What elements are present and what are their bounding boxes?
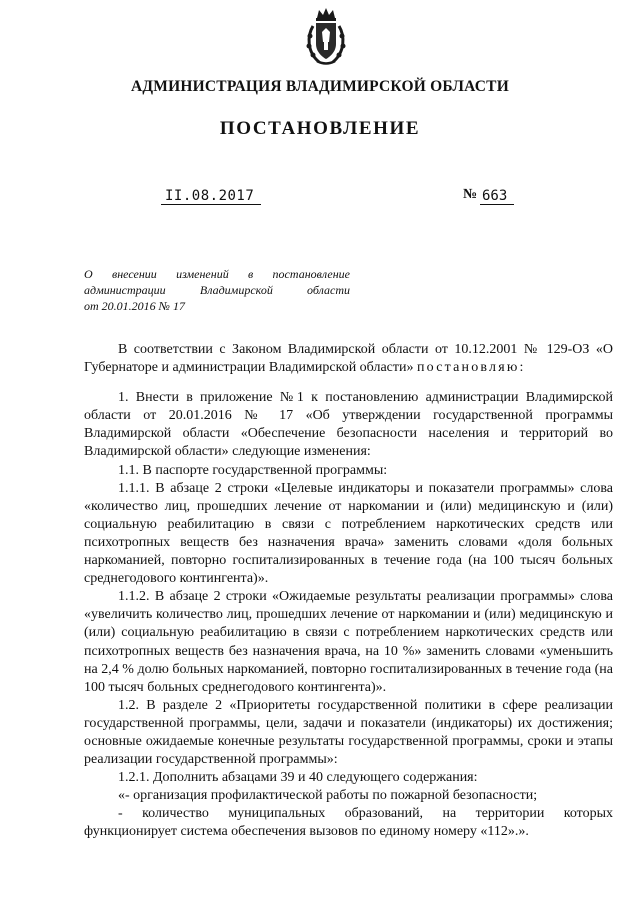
coat-of-arms-icon <box>305 6 347 68</box>
paragraph-1: 1. Внести в приложение №1 к постановлению администрации Владимирской области от 20.01.2016 № 17 «Об утверждении государственной программы Владимирской области «Обеспечение безопасности населения и территорий во Владимирской области» следующие изменения: <box>84 390 613 460</box>
paragraph-1-2-1: 1.2.1. Дополнить абзацами 39 и 40 следующего содержания: <box>118 770 478 786</box>
paragraph-1-1: 1.1. В паспорте государственной программы: <box>118 462 388 478</box>
document-type: ПОСТАНОВЛЕНИЕ <box>219 118 421 139</box>
number-label: № <box>463 187 478 202</box>
preamble-keyword: постановляю: <box>416 360 526 376</box>
subject-line: администрации Владимирской области <box>84 283 350 297</box>
subject-line: от 20.01.2016 № 17 <box>84 299 185 313</box>
subject-line: О внесении изменений в постановление <box>84 267 350 281</box>
document-subject <box>84 266 350 314</box>
organization-name: АДМИНИСТРАЦИЯ ВЛАДИМИРСКОЙ ОБЛАСТИ <box>131 78 509 95</box>
document-number: 663 <box>480 188 514 205</box>
paragraph-1-2: 1.2. В разделе 2 «Приоритеты государственной политики в сфере реализации государственной программы, цели, задачи и показатели (индикаторы) их достижения; основные ожидаемые конечные результаты государственной программы, сроки и этапы реализации государственной программы»: <box>84 697 613 768</box>
document-date: II.08.2017 <box>161 188 261 205</box>
quoted-paragraph: «- организация профилактической работы по пожарной безопасности; <box>118 788 538 804</box>
quoted-paragraph: - количество муниципальных образований, на территории которых функционирует система обеспечения вызовов по единому номеру «112».». <box>84 806 613 840</box>
document-body <box>84 341 613 842</box>
preamble-text: В соответствии с Законом Владимирской области от 10.12.2001 № 129-ОЗ «О Губернаторе и администрации Владимирской области» <box>84 342 613 376</box>
paragraph-1-1-1: 1.1.1. В абзаце 2 строки «Целевые индикаторы и показатели программы» слова «количество лиц, прошедших лечение от наркомании и (или) медицинскую и (или) социальную реабилитацию в связи с потреблением наркотических средств или психотропных веществ без назначения врача» заменить словами «доля больных наркоманией, повторно госпитализированных в течение года (на 100 тысяч больных среднегодового контингента)». <box>84 480 613 587</box>
paragraph-1-1-2: 1.1.2. В абзаце 2 строки «Ожидаемые результаты реализации программы» слова «увеличить количество лиц, прошедших лечение от наркомании и (или) медицинскую и (или) социальную реабилитацию в связи с потреблением наркотических средств или психотропных веществ без назначения врача, на 10 %» заменить словами «уменьшить на 2,4 % долю больных наркоманией, повторно госпитализированных в течение года (на 100 тысяч больных среднегодового контингента)». <box>84 589 613 695</box>
preamble-paragraph <box>84 341 613 377</box>
